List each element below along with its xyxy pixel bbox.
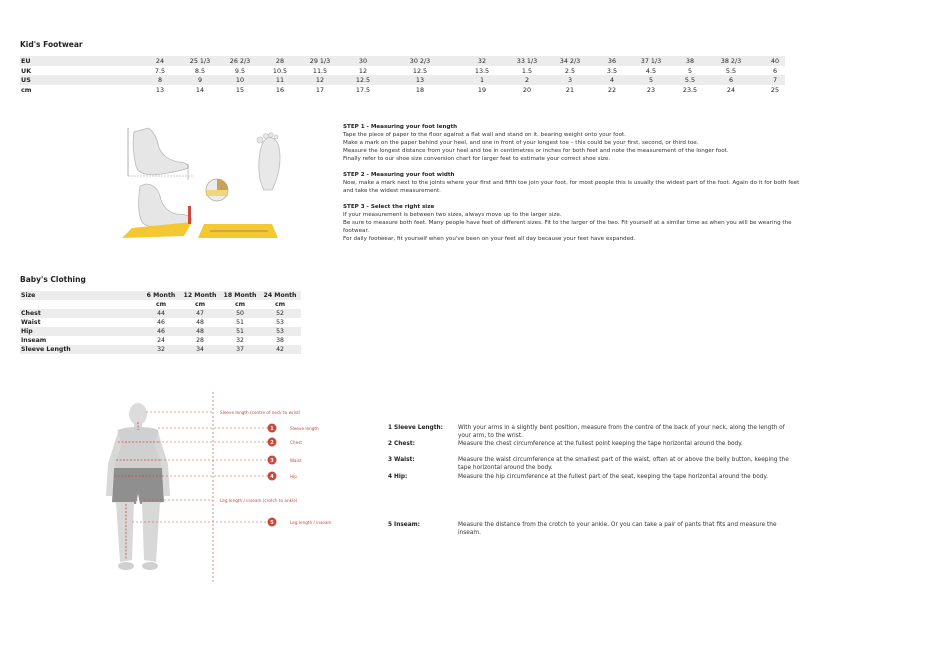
baby-size-cell: 38 <box>276 337 284 344</box>
measure-desc: Measure the waist circumference at the smallest part of the waist, often at or above the belly button, keeping the tape horizontal around the body. <box>458 457 789 471</box>
measure-term: 1 Sleeve Length: <box>388 425 443 431</box>
footwear-size-cell: 3.5 <box>606 66 618 75</box>
footwear-size-cell: 33 1/3 <box>516 57 538 65</box>
footwear-size-cell: 3 <box>567 76 573 84</box>
footwear-row-uk <box>20 66 785 76</box>
footwear-size-cell: 24 <box>155 57 165 65</box>
footwear-size-cell: 13 <box>155 85 165 94</box>
baby-row-label: Hip <box>21 328 33 335</box>
baby-size-cell: 48 <box>196 319 204 326</box>
footwear-row-label: EU <box>21 57 31 65</box>
unit-cm: cm <box>234 301 246 308</box>
baby-row-chest <box>20 309 301 318</box>
marker-label: Leg length / inseam <box>290 520 332 525</box>
baby-size-cell: 48 <box>196 328 204 335</box>
footwear-size-cell: 7.5 <box>154 66 166 75</box>
step1-line: Measure the longest distance from your heel and toe in centimetres or inches for both feet and note the measurement of the longer foot. <box>343 148 729 154</box>
step3-line: Be sure to measure both feet. Many people have feet of different sizes. Fit to the larger of the two. Fit yourself at a similar time as when you will be wearing the footwear. <box>343 220 792 234</box>
baby-size-cell: 52 <box>276 310 284 317</box>
baby-row-waist <box>20 318 301 327</box>
footwear-size-cell: 5 <box>687 66 693 75</box>
footwear-size-cell: 14 <box>195 85 205 94</box>
marker-label: Waist <box>290 458 302 463</box>
baby-size-cell: 42 <box>276 346 284 353</box>
footwear-size-cell: 2 <box>524 76 530 84</box>
footwear-size-cell: 30 <box>358 57 368 65</box>
footwear-size-cell: 11.5 <box>312 66 328 75</box>
baby-size-cell: 46 <box>157 319 165 326</box>
footwear-size-cell: 12.5 <box>355 76 371 84</box>
measure-desc: Measure the chest circumference at the fullest point keeping the tape horizontal around the body. <box>458 441 743 447</box>
body-measurement-figure <box>96 384 336 592</box>
footwear-row-label: US <box>21 76 31 84</box>
footwear-size-cell: 2.5 <box>564 66 576 75</box>
footwear-size-cell: 10.5 <box>272 66 288 75</box>
baby-size-cell: 32 <box>157 346 165 353</box>
marker-number: 2 <box>270 440 274 446</box>
baby-row-inseam <box>20 336 301 345</box>
footwear-size-cell: 11 <box>275 76 285 84</box>
step2-text: Now, make a mark next to the joints where your first and fifth toe join your foot, for most people this is usually the widest part of the foot. Again do it for both feet and take the widest measurement. <box>343 180 800 194</box>
baby-row-label: Waist <box>21 319 41 326</box>
baby-table-header <box>20 291 301 300</box>
marker-label: Chest <box>290 440 302 445</box>
footwear-size-cell: 17.5 <box>355 85 371 94</box>
size-24-month: 24 Month <box>263 292 297 299</box>
footwear-size-cell: 15 <box>235 85 245 94</box>
marker-number: 1 <box>270 426 274 432</box>
footwear-size-cell: 5.5 <box>684 76 696 84</box>
baby-size-cell: 47 <box>196 310 204 317</box>
footwear-title: Kid's Footwear <box>20 40 83 49</box>
footwear-size-cell: 1 <box>479 76 485 84</box>
footwear-size-cell: 25 1/3 <box>189 57 211 65</box>
size-12-month: 12 Month <box>183 292 217 299</box>
measure-term: 3 Waist: <box>388 457 415 463</box>
measure-desc: Measure the hip circumference at the fullest part of the seat, keeping the tape horizontal around the body. <box>458 474 768 480</box>
foot-detail-circle <box>206 179 228 201</box>
footwear-size-cell: 21 <box>565 85 575 94</box>
footwear-size-cell: 13 <box>415 76 425 84</box>
baby-size-cell: 46 <box>157 328 165 335</box>
footwear-size-cell: 28 <box>275 57 285 65</box>
footwear-size-cell: 17 <box>315 85 325 94</box>
footwear-size-cell: 37 1/3 <box>640 57 662 65</box>
footwear-size-cell: 19 <box>477 85 487 94</box>
size-6-month: 6 Month <box>146 292 176 299</box>
measure-desc: With your arms in a slightly bent position, measure from the centre of the back of your neck, along the length of your arm, to the wrist. <box>458 425 785 439</box>
footwear-size-cell: 5 <box>648 76 654 84</box>
footwear-size-cell: 32 <box>477 57 487 65</box>
foot-side-view-illustration <box>128 128 194 180</box>
footwear-size-cell: 5.5 <box>725 66 737 75</box>
measure-desc: Measure the distance from the crotch to your ankle. Or you can take a pair of pants that fits and measure the inseam. <box>458 522 777 536</box>
footwear-size-cell: 23 <box>646 85 656 94</box>
size-18-month: 18 Month <box>223 292 257 299</box>
step1-line: Tape the piece of paper to the floor against a flat wall and stand on it, bearing weight onto your foot. <box>343 132 626 138</box>
footwear-size-cell: 12 <box>315 76 325 84</box>
marker-number: 5 <box>270 520 274 526</box>
footwear-size-cell: 36 <box>607 57 617 65</box>
step3-title: STEP 3 - Select the right size <box>343 204 435 210</box>
step3-line: For daily footwear, fit yourself when you've been on your feet all day because your feet have expanded. <box>343 236 636 242</box>
footwear-size-cell: 24 <box>726 85 736 94</box>
foot-on-paper-illustration <box>122 184 278 238</box>
leg-length-note: Leg length / inseam (crotch to ankle) <box>220 498 298 503</box>
step1-line: Make a mark on the paper behind your heel, and one in front of your longest toe – this could be your first, second, or third toe. <box>343 140 699 146</box>
footwear-size-cell: 26 2/3 <box>229 57 251 65</box>
sleeve-length-note: Sleeve length (centre of neck to wrist) <box>220 410 301 415</box>
footwear-size-cell: 34 2/3 <box>559 57 581 65</box>
footwear-size-cell: 38 2/3 <box>720 57 742 65</box>
foot-measuring-steps <box>343 123 803 243</box>
baby-size-cell: 24 <box>157 337 165 344</box>
footwear-size-cell: 8 <box>157 76 163 84</box>
footwear-size-cell: 40 <box>770 57 780 65</box>
measure-term: 4 Hip: <box>388 474 408 480</box>
footwear-size-cell: 7 <box>772 76 778 84</box>
measure-term: 5 Inseam: <box>388 522 420 528</box>
unit-cm: cm <box>274 301 286 308</box>
footwear-size-cell: 6 <box>728 76 734 84</box>
footwear-size-cell: 16 <box>275 85 285 94</box>
baby-size-cell: 32 <box>236 337 244 344</box>
marker-label: Sleeve length <box>290 426 319 431</box>
footwear-row-us <box>20 75 785 85</box>
footwear-size-cell: 23.5 <box>682 85 698 94</box>
footwear-size-cell: 6 <box>772 66 778 75</box>
baby-row-sleeve-length <box>20 345 301 354</box>
marker-label: Hip <box>290 474 297 479</box>
unit-cm: cm <box>155 301 167 308</box>
baby-row-label: Inseam <box>21 337 47 344</box>
footwear-size-cell: 4.5 <box>645 66 657 75</box>
footwear-size-cell: 1.5 <box>521 66 533 75</box>
baby-clothing-title: Baby's Clothing <box>20 275 86 284</box>
footwear-row-label: UK <box>21 66 32 75</box>
step3-line: If your measurement is between two sizes, always move up to the larger size. <box>343 212 562 218</box>
baby-size-cell: 53 <box>276 319 284 326</box>
baby-row-hip <box>20 327 301 336</box>
footwear-size-cell: 13.5 <box>474 66 490 75</box>
baby-row-label: Sleeve Length <box>21 346 71 353</box>
size-header: Size <box>21 292 36 299</box>
marker-number: 3 <box>270 458 274 464</box>
footwear-size-cell: 20 <box>522 85 532 94</box>
baby-size-cell: 51 <box>236 328 244 335</box>
footwear-size-cell: 30 2/3 <box>409 57 431 65</box>
footwear-size-cell: 10 <box>235 76 245 84</box>
baby-size-cell: 28 <box>196 337 204 344</box>
marker-number: 4 <box>270 474 274 480</box>
footwear-size-cell: 4 <box>609 76 615 84</box>
step2-title: STEP 2 - Measuring your foot width <box>343 172 455 178</box>
footwear-size-cell: 18 <box>415 85 425 94</box>
footwear-size-cell: 12 <box>358 66 368 75</box>
footwear-size-cell: 9.5 <box>234 66 246 75</box>
baby-size-cell: 34 <box>196 346 204 353</box>
baby-size-cell: 50 <box>236 310 244 317</box>
measure-term: 2 Chest: <box>388 441 415 447</box>
step1-title: STEP 1 - Measuring your foot length <box>343 124 458 130</box>
baby-size-cell: 51 <box>236 319 244 326</box>
baby-size-cell: 44 <box>157 310 165 317</box>
baby-table-unit-row <box>20 300 301 309</box>
footwear-size-cell: 9 <box>197 76 203 84</box>
baby-size-cell: 53 <box>276 328 284 335</box>
footwear-row-label: cm <box>21 85 32 94</box>
footwear-size-cell: 29 1/3 <box>309 57 331 65</box>
footwear-row-eu <box>20 56 785 66</box>
footwear-row-cm <box>20 85 785 95</box>
unit-cm: cm <box>194 301 206 308</box>
foot-measuring-illustration <box>118 124 328 240</box>
footwear-size-cell: 12.5 <box>412 66 428 75</box>
foot-top-view-illustration <box>257 133 280 190</box>
footwear-size-cell: 25 <box>770 85 780 94</box>
baby-size-cell: 37 <box>236 346 244 353</box>
footwear-size-cell: 8.5 <box>194 66 206 75</box>
footwear-size-cell: 22 <box>607 85 617 94</box>
footwear-size-cell: 38 <box>685 57 695 65</box>
step1-line: Finally refer to our shoe size conversion chart for larger feet to estimate your correct shoe size. <box>343 156 611 162</box>
baby-row-label: Chest <box>21 310 41 317</box>
